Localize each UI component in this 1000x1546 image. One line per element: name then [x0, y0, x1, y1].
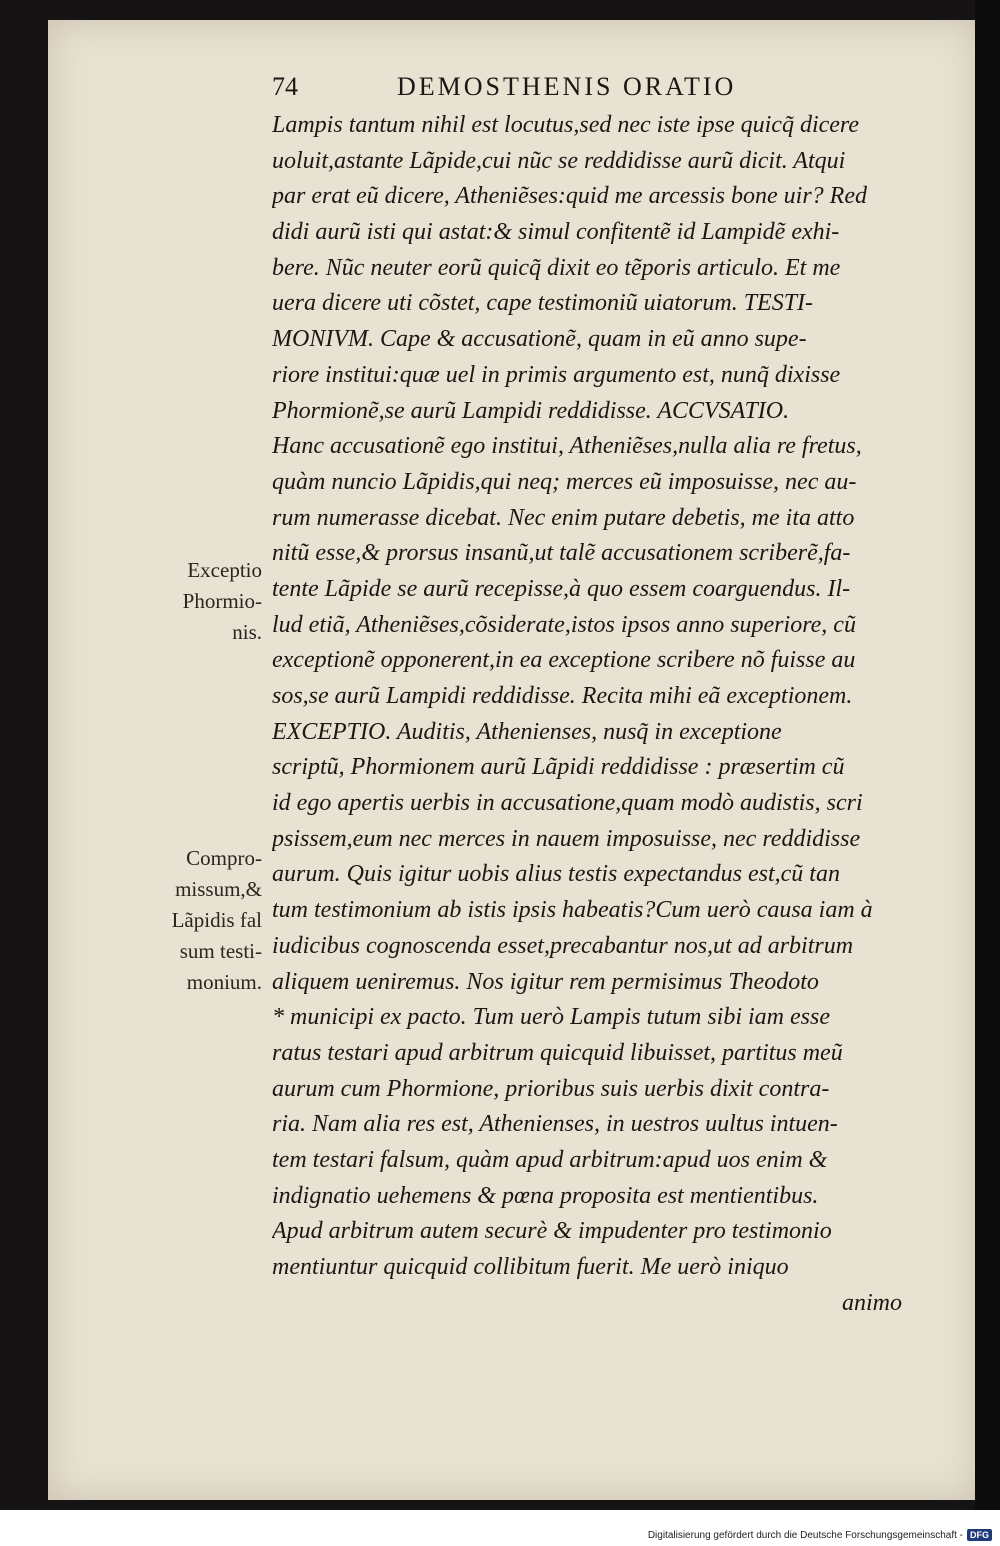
- text-line: lud etiã, Atheniẽses,cõsiderate,istos ipsos anno superiore, cũ: [272, 611, 856, 638]
- margin-note-line: Compro-: [186, 846, 262, 870]
- text-line: quàm nuncio Lãpidis,qui neq; merces eũ imposuisse, nec au-: [272, 468, 857, 495]
- page-header: [272, 72, 832, 104]
- margin-note-line: Phormio-: [182, 589, 262, 613]
- text-line: riore institui:quæ uel in primis argumento est, nunq̃ dixisse: [272, 361, 841, 388]
- margin-note-line: sum testi-: [179, 939, 262, 963]
- margin-note-exceptio: [183, 555, 262, 648]
- text-line: Hanc accusationẽ ego institui, Atheniẽses,nulla alia re fretus,: [272, 433, 862, 460]
- digitization-credit: [648, 1529, 992, 1541]
- text-line: scriptũ, Phormionem aurũ Lãpidi reddidisse : præsertim cũ: [272, 754, 845, 781]
- text-line: par erat eũ dicere, Atheniẽses:quid me arcessis bone uir? Red: [272, 183, 867, 210]
- text-line: Lampis tantum nihil est locutus,sed nec iste ipse quicq̃ dicere: [272, 112, 860, 138]
- margin-note-compromissum: [172, 843, 262, 998]
- text-line: iudicibus cognoscenda esset,precabantur nos,ut ad arbitrum: [272, 932, 854, 959]
- text-line: indignatio uehemens & pœna proposita est mentientibus.: [272, 1182, 819, 1209]
- body-text: [272, 108, 912, 1321]
- margin-note-line: missum,&: [175, 877, 262, 901]
- text-line: nitũ esse,& prorsus insanũ,ut talẽ accusationem scriberẽ,fa-: [272, 540, 851, 567]
- margin-note-line: Exceptio: [187, 558, 262, 582]
- margin-note-line: Lãpidis fal: [171, 908, 262, 932]
- text-line: ria. Nam alia res est, Athenienses, in uestros uultus intuen-: [272, 1111, 838, 1138]
- margin-note-line: nis.: [232, 620, 262, 644]
- text-line: aliquem ueniremus. Nos igitur rem permisimus Theodoto: [272, 968, 819, 995]
- text-line: Apud arbitrum autem securè & impudenter pro testimonio: [272, 1218, 832, 1245]
- text-line: tem testari falsum, quàm apud arbitrum:apud uos enim &: [272, 1146, 828, 1173]
- text-line: tum testimonium ab istis ipsis habeatis?Cum uerò causa iam à: [272, 897, 873, 924]
- text-line: rum numerasse dicebat. Nec enim putare debetis, me ita atto: [272, 504, 855, 531]
- text-line: MONIVM. Cape & accusationẽ, quam in eũ anno supe-: [272, 326, 807, 353]
- text-line: didi aurũ isti qui astat:& simul confitentẽ id Lampidẽ exhi-: [272, 219, 840, 246]
- text-line: id ego apertis uerbis in accusatione,quam modò audistis, scri: [272, 790, 863, 817]
- margin-note-line: monium.: [186, 970, 262, 994]
- text-line: EXCEPTIO. Auditis, Athenienses, nusq̃ in exceptione: [272, 718, 782, 745]
- text-line: ratus testari apud arbitrum quicquid libuisset, partitus meũ: [272, 1039, 843, 1066]
- text-line: aurum. Quis igitur uobis alius testis expectandus est,cũ tan: [272, 861, 840, 888]
- text-line: sos,se aurũ Lampidi reddidisse. Recita mihi eã exceptionem.: [272, 683, 853, 709]
- text-line: Phormionẽ,se aurũ Lampidi reddidisse. ACCVSATIO.: [272, 397, 790, 424]
- text-line: mentiuntur quicquid collibitum fuerit. Me uerò iniquo: [272, 1254, 789, 1280]
- text-line: exceptionẽ opponerent,in ea exceptione scribere nõ fuisse au: [272, 647, 856, 674]
- text-line: aurum cum Phormione, prioribus suis uerbis dixit contra-: [272, 1075, 830, 1102]
- dfg-logo: DFG: [967, 1529, 992, 1541]
- text-line: tente Lãpide se aurũ recepisse,à quo essem coarguendus. Il-: [272, 575, 851, 602]
- book-spine: [975, 0, 1000, 1510]
- text-line: psissem,eum nec merces in nauem imposuisse, nec reddidisse: [272, 825, 861, 852]
- running-title: DEMOSTHENIS ORATIO: [397, 72, 737, 101]
- text-line: * municipi ex pacto. Tum uerò Lampis tutum sibi iam esse: [272, 1004, 830, 1031]
- catchword: animo: [842, 1289, 902, 1316]
- text-line: uoluit,astante Lãpide,cui nũc se reddidisse aurũ dicit. Atqui: [272, 147, 846, 174]
- text-line: uera dicere uti cõstet, cape testimoniũ uiatorum. TESTI-: [272, 290, 814, 317]
- text-line: bere. Nũc neuter eorũ quicq̃ dixit eo tẽporis articulo. Et me: [272, 254, 841, 281]
- credit-text: Digitalisierung gefördert durch die Deutsche Forschungsgemeinschaft -: [647, 1529, 963, 1541]
- page-number: 74: [272, 72, 298, 101]
